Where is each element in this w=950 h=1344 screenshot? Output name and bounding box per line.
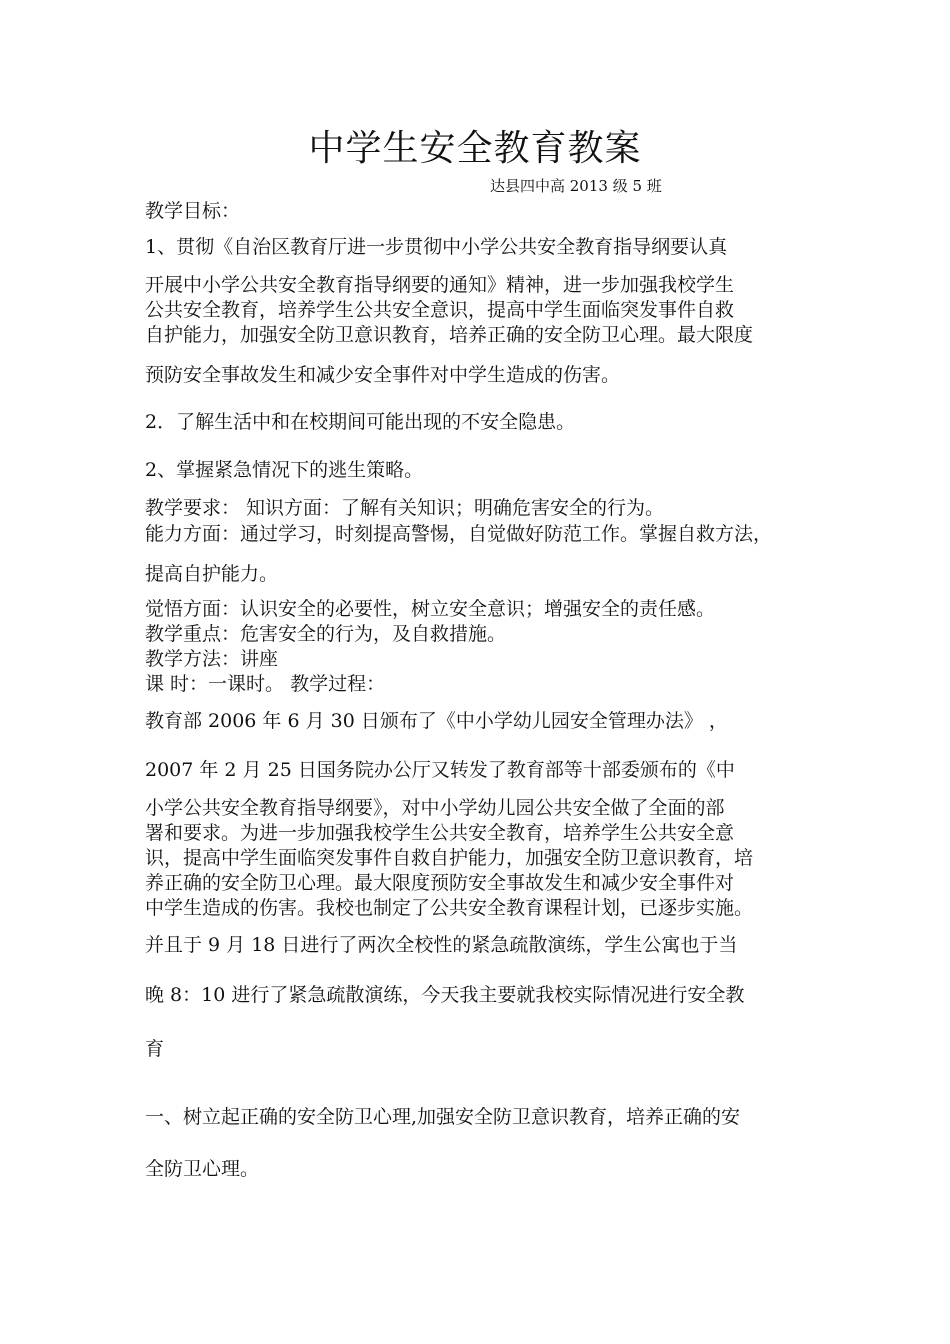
- paragraph-line: 教学重点：危害安全的行为，及自救措施。: [145, 623, 507, 645]
- paragraph-line: 觉悟方面：认识安全的必要性，树立安全意识；增强安全的责任感。: [145, 598, 716, 620]
- paragraph-line: 2007 年 2 月 25 日国务院办公厅又转发了教育部等十部委颁布的《中: [145, 759, 735, 781]
- paragraph-line: 2、掌握紧急情况下的逃生策略。: [145, 459, 424, 481]
- paragraph-line: 教学要求： 知识方面：了解有关知识；明确危害安全的行为。: [145, 497, 665, 519]
- paragraph-line: 养正确的安全防卫心理。最大限度预防安全事故发生和减少安全事件对: [145, 872, 735, 894]
- paragraph-line: 教学方法：讲座: [145, 648, 279, 670]
- paragraph-line: 自护能力，加强安全防卫意识教育，培养正确的安全防卫心理。最大限度: [145, 324, 754, 346]
- paragraph-line: 育: [145, 1038, 165, 1060]
- paragraph-line: 晚 8：10 进行了紧急疏散演练，今天我主要就我校实际情况进行安全教: [145, 984, 745, 1006]
- paragraph-line: 开展中小学公共安全教育指导纲要的通知》精神，进一步加强我校学生: [145, 274, 735, 296]
- paragraph-line: 提高自护能力。: [145, 563, 279, 585]
- document-title: 中学生安全教育教案: [308, 128, 642, 169]
- paragraph-line: 能力方面：通过学习，时刻提高警惕，自觉做好防范工作。掌握自救方法，: [145, 523, 773, 545]
- paragraph-line: 预防安全事故发生和减少安全事件对中学生造成的伤害。: [145, 364, 621, 386]
- document-subtitle: 达县四中高 2013 级 5 班: [490, 177, 662, 195]
- paragraph-line: 并且于 9 月 18 日进行了两次全校性的紧急疏散演练，学生公寓也于当: [145, 934, 738, 956]
- section-heading-continued: 全防卫心理。: [145, 1158, 260, 1180]
- section-heading: 一、树立起正确的安全防卫心理,加强安全防卫意识教育，培养正确的安: [145, 1106, 741, 1128]
- paragraph-line: 中学生造成的伤害。我校也制定了公共安全教育课程计划，已逐步实施。: [145, 897, 754, 919]
- paragraph-line: 1、贯彻《自治区教育厅进一步贯彻中小学公共安全教育指导纲要认真: [145, 236, 728, 258]
- paragraph-line: 教学目标：: [145, 200, 241, 222]
- paragraph-line: 教育部 2006 年 6 月 30 日颁布了《中小学幼儿园安全管理办法》 ，: [145, 710, 728, 732]
- paragraph-line: 课 时：一课时。 教学过程：: [145, 673, 386, 695]
- paragraph-line: 2．了解生活中和在校期间可能出现的不安全隐患。: [145, 411, 576, 433]
- paragraph-line: 署和要求。为进一步加强我校学生公共安全教育，培养学生公共安全意: [145, 822, 735, 844]
- paragraph-line: 小学公共安全教育指导纲要》，对中小学幼儿园公共安全做了全面的部: [145, 797, 725, 819]
- paragraph-line: 识，提高中学生面临突发事件自救自护能力，加强安全防卫意识教育，培: [145, 847, 754, 869]
- paragraph-line: 公共安全教育，培养学生公共安全意识，提高中学生面临突发事件自救: [145, 299, 735, 321]
